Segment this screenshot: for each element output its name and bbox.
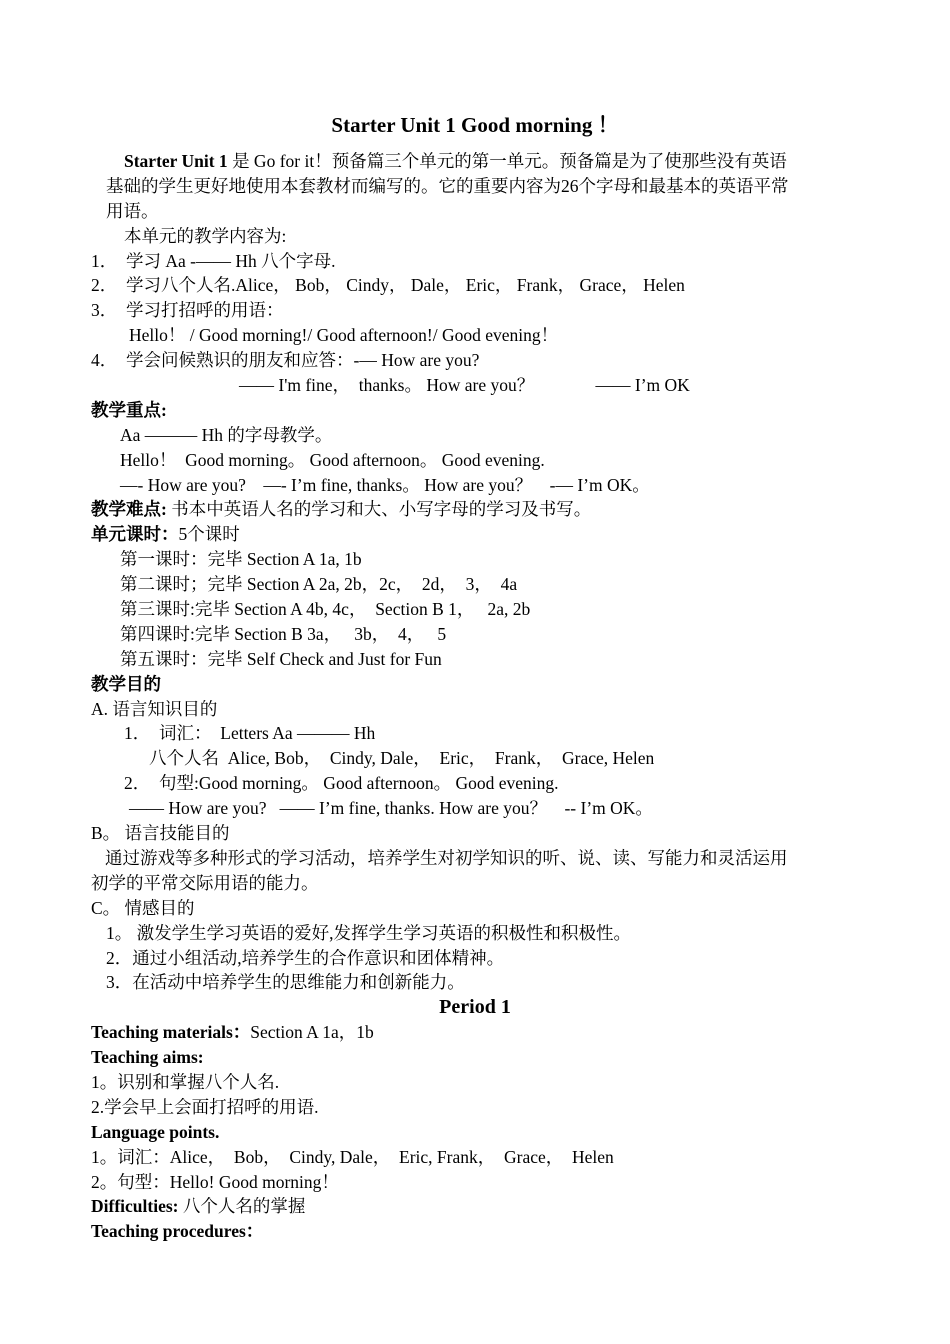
difficulties: Difficulties: 八个人名的掌握	[91, 1196, 306, 1217]
objective-a-line: 1． 词汇： Letters Aa ——— Hh	[124, 723, 376, 744]
language-point: 2。句型：Hello! Good morning！	[91, 1171, 339, 1192]
objective-c-line: 1。 激发学生学习英语的爱好,发挥学生学习英语的积极性和积极性。	[106, 922, 631, 943]
language-points-label: Language points.	[91, 1121, 220, 1142]
key-point-line: —- How are you? —- I’m fine, thanks。 How are you？ -— I’m OK。	[120, 474, 650, 495]
objective-a-line: 八个人名 Alice, Bob， Cindy, Dale， Eric， Frank， Grace, Helen	[149, 748, 655, 769]
objective-c-heading: C。 情感目的	[91, 897, 195, 918]
period-line: 第五课时：完毕 Self Check and Just for Fun	[120, 648, 442, 669]
document-body	[0, 149, 950, 1244]
intro-line-2: 基础的学生更好地使用本套教材而编写的。它的重要内容为26个字母和最基本的英语平常	[106, 175, 789, 196]
objective-b-line: 通过游戏等多种形式的学习活动，培养学生对初学知识的听、说、读、写能力和灵活运用	[105, 847, 788, 868]
content-item: 4． 学会问候熟识的朋友和应答：-— How are you?	[91, 350, 480, 371]
objective-a-heading: A. 语言知识目的	[91, 698, 218, 719]
key-point-line: Aa ——— Hh 的字母教学。	[120, 424, 333, 445]
page-title: Starter Unit 1 Good morning ！	[331, 113, 619, 137]
teaching-procedures-label: Teaching procedures：	[91, 1221, 264, 1242]
key-point-line: Hello！ Good morning。 Good afternoon。 Good evening.	[120, 449, 545, 470]
period1-title: Period 1	[439, 996, 511, 1019]
period-line: 第四课时:完毕 Section B 3a， 3b， 4， 5	[120, 623, 447, 644]
intro-line-1: Starter Unit 1 是 Go for it！预备篇三个单元的第一单元。预备篇是为了使那些没有英语	[124, 151, 787, 171]
key-points-label: 教学重点:	[91, 399, 167, 420]
intro-line-3: 用语。	[106, 200, 159, 221]
content-item: 1． 学习 Aa -—— Hh 八个字母.	[91, 250, 336, 271]
period-line: 第二课时；完毕 Section A 2a, 2b，2c， 2d， 3， 4a	[120, 574, 518, 595]
content-heading: 本单元的教学内容为:	[124, 225, 287, 246]
objective-a-line: —— How are you? —— I’m fine, thanks. How are you？ -- I’m OK。	[129, 798, 653, 819]
intro-bold: Starter Unit 1	[124, 151, 228, 171]
period-line: 第一课时：完毕 Section A 1a, 1b	[120, 549, 362, 570]
objective-c-line: 2．通过小组活动,培养学生的合作意识和团体精神。	[106, 947, 505, 968]
difficulties-cn: 教学难点: 书本中英语人名的学习和大、小写字母的学习及书写。	[91, 499, 592, 520]
content-item: —— I'm fine， thanks。 How are you？ —— I’m OK	[239, 375, 690, 396]
objective-b-line: 初学的平常交际用语的能力。	[91, 872, 319, 893]
objective-a-line: 2． 句型:Good morning。 Good afternoon。 Good evening.	[124, 773, 559, 794]
teaching-materials: Teaching materials：Section A 1a，1b	[91, 1022, 374, 1043]
objective-b-heading: B。 语言技能目的	[91, 823, 230, 844]
teaching-aim: 2.学会早上会面打招呼的用语.	[91, 1096, 319, 1117]
period-line: 第三课时:完毕 Section A 4b, 4c， Section B 1， 2a, 2b	[120, 599, 531, 620]
teaching-aims-label: Teaching aims:	[91, 1047, 204, 1068]
objectives-label: 教学目的	[91, 673, 161, 694]
teaching-aim: 1。识别和掌握八个人名.	[91, 1071, 280, 1092]
content-item: 3． 学习打招呼的用语：	[91, 300, 284, 321]
objective-c-line: 3．在活动中培养学生的思维能力和创新能力。	[106, 972, 465, 993]
content-item: Hello！ / Good morning!/ Good afternoon!/ Good evening！	[129, 325, 559, 346]
language-point: 1。词汇：Alice， Bob， Cindy, Dale， Eric, Frank， Grace， Helen	[91, 1146, 614, 1167]
content-item: 2． 学习八个人名.Alice， Bob， Cindy， Dale， Eric， Frank， Grace， Helen	[91, 275, 685, 296]
periods-heading: 单元课时：5个课时	[91, 524, 240, 545]
